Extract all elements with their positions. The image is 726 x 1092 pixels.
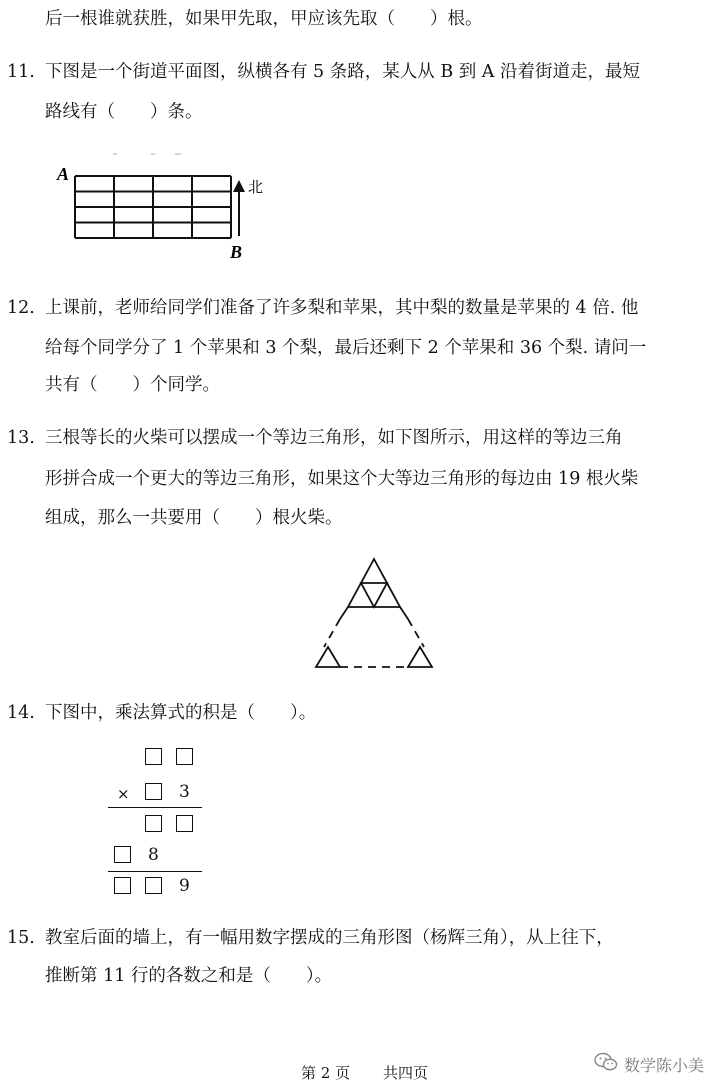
- rule-line: [108, 807, 202, 808]
- bottom-corner-triangles: [316, 647, 432, 667]
- q14-text-line1: 下图中，乘法算式的积是（ ）。: [45, 703, 317, 723]
- q11-text-line1: 下图是一个街道平面图，纵横各有 5 条路，某人从 B 到 A 沿着街道走，最短: [45, 62, 641, 82]
- page-number: 第 2 页: [301, 1064, 351, 1082]
- digit-box[interactable]: [145, 877, 162, 894]
- top-triangles: [340, 559, 408, 619]
- q13-text-line2: 形拼合成一个更大的等边三角形，如果这个大等边三角形的每边由 19 根火柴: [45, 469, 639, 489]
- digit-box[interactable]: [176, 748, 193, 765]
- q11-text-line2: 路线有（ ）条。: [45, 102, 203, 122]
- q15-text-line2: 推断第 11 行的各数之和是（ ）。: [45, 966, 333, 986]
- q13-text-line3: 组成，那么一共要用（ ）根火柴。: [45, 508, 343, 528]
- digit-box[interactable]: [145, 783, 162, 800]
- partial-product-digit: 8: [148, 845, 159, 865]
- wechat-icon: [594, 1052, 618, 1076]
- q15-number: 15.: [7, 928, 35, 948]
- multiplication-puzzle: [100, 745, 210, 900]
- q12-text-line1: 上课前，老师给同学们准备了许多梨和苹果，其中梨的数量是苹果的 4 倍. 他: [45, 298, 639, 318]
- point-b-label: B: [230, 242, 243, 262]
- matchstick-triangle-svg: [310, 555, 440, 675]
- street-lines: [75, 176, 231, 238]
- q15-text-line1: 教室后面的墙上，有一幅用数字摆成的三角形图（杨辉三角），从上往下，: [45, 928, 614, 948]
- digit-box[interactable]: [114, 877, 131, 894]
- watermark-text: 数学陈小美: [623, 1055, 704, 1075]
- watermark: [594, 1052, 704, 1076]
- digit-box[interactable]: [114, 846, 131, 863]
- multiplier-digit: 3: [179, 782, 190, 802]
- q13-text-line1: 三根等长的火柴可以摆成一个等边三角形，如下图所示，用这样的等边三角: [45, 428, 623, 448]
- matchstick-triangle-figure: [310, 555, 440, 675]
- q13-number: 13.: [7, 428, 35, 448]
- q11-number: 11.: [7, 62, 35, 82]
- north-label: 北: [248, 178, 264, 196]
- times-sign: ×: [117, 785, 130, 803]
- q10-text-tail: 后一根谁就获胜，如果甲先取，甲应该先取（ ）根。: [45, 9, 483, 29]
- digit-box[interactable]: [145, 748, 162, 765]
- q12-text-line2: 给每个同学分了 1 个苹果和 3 个梨，最后还剩下 2 个苹果和 36 个梨. 请问一: [45, 338, 647, 358]
- page-total: 共四页: [383, 1064, 429, 1082]
- q12-text-line3: 共有（ ）个同学。: [45, 375, 220, 395]
- street-grid-figure: [55, 150, 275, 265]
- q12-number: 12.: [7, 298, 35, 318]
- digit-box[interactable]: [176, 815, 193, 832]
- point-a-label: A: [57, 164, 70, 184]
- q14-number: 14.: [7, 703, 35, 723]
- digit-box[interactable]: [145, 815, 162, 832]
- rule-line: [108, 871, 202, 872]
- street-grid-svg: [55, 150, 275, 265]
- north-arrow: [233, 180, 245, 236]
- product-digit: 9: [179, 876, 190, 896]
- dashed-sides: [324, 619, 424, 667]
